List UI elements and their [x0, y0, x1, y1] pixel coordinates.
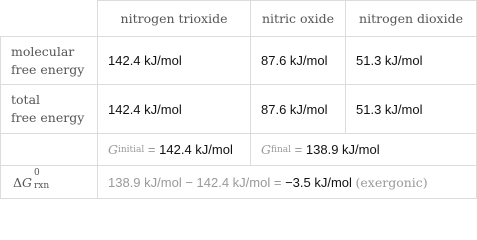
delta-g-rxn-symbol	[13, 167, 50, 191]
delta-g-rxn-result: −3.5 kJ/mol	[285, 174, 352, 190]
g-initial-symbol: G	[108, 142, 118, 157]
delta-g-rxn-label	[1, 166, 97, 198]
g-initial-cell	[98, 134, 250, 165]
row-label-molecular-free-energy	[1, 37, 97, 84]
equals-sign: =	[147, 142, 156, 157]
table-cell: 87.6 kJ/mol	[261, 101, 328, 117]
table-cell: 51.3 kJ/mol	[356, 53, 423, 68]
column-header-nitrogen-dioxide: nitrogen dioxide	[359, 11, 463, 26]
expression-prefix: 138.9 kJ/mol − 142.4 kJ/mol =	[108, 174, 282, 190]
standard-superscript: 0	[34, 167, 40, 178]
row-label-total-free-energy	[1, 85, 97, 133]
table-cell: 87.6 kJ/mol	[261, 53, 328, 68]
g-final-subscript: final	[271, 144, 292, 155]
exergonic-note: (exergonic)	[355, 174, 428, 190]
row-label-line2: free energy	[11, 61, 85, 77]
table-cell: 142.4 kJ/mol	[108, 101, 182, 117]
column-header-nitric-oxide: nitric oxide	[262, 11, 334, 26]
equals-sign: =	[294, 142, 303, 157]
g-final-symbol: G	[261, 142, 271, 157]
g-final-cell	[251, 134, 476, 165]
delta-g-rxn-expression	[98, 166, 476, 198]
row-label-line1: total	[11, 92, 41, 107]
grid-line	[0, 198, 477, 199]
g-symbol: G	[22, 174, 33, 190]
rxn-subscript: rxn	[34, 180, 50, 191]
delta-symbol: Δ	[13, 174, 23, 190]
column-header-nitrogen-trioxide: nitrogen trioxide	[120, 11, 228, 26]
g-final-value: 138.9 kJ/mol	[305, 142, 380, 157]
g-initial-subscript: initial	[118, 144, 145, 155]
row-label-line2: free energy	[11, 110, 85, 125]
table-cell: 142.4 kJ/mol	[108, 53, 182, 68]
table-cell: 51.3 kJ/mol	[356, 101, 423, 117]
row-label-line1: molecular	[11, 43, 75, 59]
g-initial-value: 142.4 kJ/mol	[159, 142, 233, 157]
